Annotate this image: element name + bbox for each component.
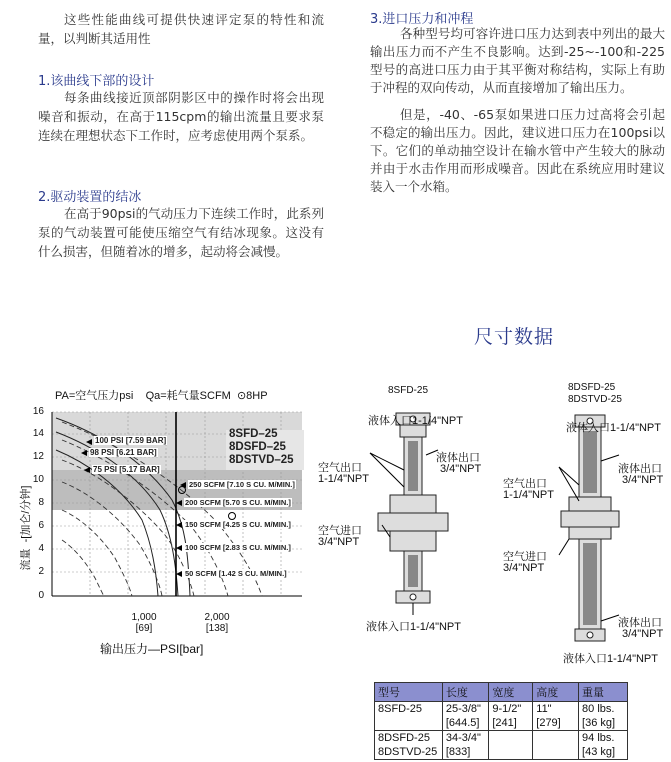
section-2-title: 2.驱动装置的结冰 [38, 190, 142, 205]
cell-width: 9-1/2" [241] [489, 702, 533, 731]
cell-weight: 80 lbs. [36 kg] [579, 702, 628, 731]
pump2-liquid-out2: 液体出口 [618, 617, 662, 629]
pump2-liquid-out2-size: 3/4"NPT [622, 628, 664, 640]
cell-width [489, 731, 533, 760]
chart-model-label: 8DSTVD–25 [229, 454, 294, 466]
pump2-liquid-in-top: 液体入口1-1/4"NPT [566, 422, 661, 434]
table-header: 长度 [442, 683, 489, 702]
intro-paragraph: 这些性能曲线可提供快速评定泵的特性和流量，以判断其适用性 [38, 12, 324, 46]
pump1-air-in-size: 3/4"NPT [318, 536, 360, 548]
scfm-label: 100 SCFM [2.83 S CU. M/MIN.] [185, 543, 291, 552]
chart-model-label: 8DSFD–25 [229, 441, 286, 453]
y-tick: 10 [32, 474, 44, 485]
cell-weight: 94 lbs. [43 kg] [579, 731, 628, 760]
pump2-air-out-size: 1-1/4"NPT [503, 489, 554, 501]
cell-model: 8SFD-25 [375, 702, 443, 731]
scfm-label: 250 SCFM [7.10 S CU. M/MIN.] [189, 480, 295, 489]
pump2-liquid-in-bottom: 液体入口1-1/4"NPT [563, 653, 658, 665]
x-tick: 2,000 [204, 612, 230, 623]
pump1-liquid-in-top: 液体入口1-1/4"NPT [368, 415, 463, 427]
psi-label: 75 PSI [5.17 BAR] [93, 465, 160, 474]
pump1-liquid-out-size: 3/4"NPT [440, 463, 482, 475]
psi-label: 98 PSI [6.21 BAR] [90, 448, 157, 457]
table-header: 型号 [375, 683, 443, 702]
chart-legend: PA=空气压力psi Qa=耗气量SCFM ⊙8HP [55, 390, 268, 402]
pump2-air-in: 空气进口 [503, 551, 547, 563]
table-row [375, 702, 628, 731]
table-header-row [375, 683, 628, 702]
pump2-liquid-out: 液体出口 [618, 463, 662, 475]
cell-model: 8DSFD-25 8DSTVD-25 [375, 731, 443, 760]
chart-ylabel: 流量 -[加仑/分钟] [20, 485, 32, 571]
table-header: 重量 [579, 683, 628, 702]
y-tick: 16 [32, 406, 44, 417]
section-3-body2: 但是，-40、-65泵如果进口压力过高将会引起不稳定的输出压力。因此，建议进口压力在100psi以下。它们的单动抽空设计在输水管中产生较大的脉动并由于水击作用而形成噪音。因此在系统应用时建议装入一个水箱。 [370, 107, 665, 194]
pump2-liquid-out-size: 3/4"NPT [622, 474, 664, 486]
table-row [375, 731, 628, 760]
pump2-air-out: 空气出口 [503, 478, 547, 490]
pump1-name: 8SFD-25 [388, 385, 429, 396]
pump2-name: 8DSTVD-25 [568, 394, 622, 405]
pump2-name: 8DSFD-25 [568, 382, 616, 393]
scfm-label: 200 SCFM [5.70 S CU. M/MIN.] [185, 498, 291, 507]
x-tick-sub: [69] [135, 623, 153, 634]
x-tick-sub: [138] [205, 623, 229, 634]
section-3-body: 各种型号均可容许进口压力达到表中列出的最大输出压力而不产生不良影响。达到-25~-100和-225型号的高进口压力由于其平衡对称结构，实际上有助于冲程的双向传动，从而直接增加了输出压力。 [370, 26, 665, 95]
section-1-title: 1.该曲线下部的设计 [38, 74, 155, 89]
y-tick: 14 [32, 428, 44, 439]
y-tick: 2 [38, 566, 44, 577]
cell-length: 34-3/4" [833] [442, 731, 489, 760]
pump1-drawing [360, 395, 470, 635]
psi-label: 100 PSI [7.59 BAR] [95, 436, 167, 445]
section-1-body: 每条曲线接近顶部阴影区中的操作时将会出现噪音和振动，在高于115cpm的输出流量且要求泵连续在理想状态下工作时，应考虑使用两个泵系。 [38, 90, 324, 143]
section-3-title: 3.进口压力和冲程 [370, 12, 474, 27]
y-tick: 0 [38, 590, 44, 601]
chart-xlabel: 输出压力—PSI[bar] [100, 642, 204, 656]
table-header: 高度 [533, 683, 579, 702]
y-tick: 8 [38, 497, 44, 508]
y-tick: 12 [32, 451, 44, 462]
dimensions-table [374, 682, 628, 760]
scfm-label: 50 SCFM [1.42 S CU. M/MIN.] [185, 569, 287, 578]
pump1-air-out: 空气出口 [318, 462, 362, 474]
cell-height [533, 731, 579, 760]
x-tick: 1,000 [131, 612, 157, 623]
y-tick: 4 [38, 543, 44, 554]
chart-model-label: 8SFD–25 [229, 428, 278, 440]
cell-length: 25-3/8" [644.5] [442, 702, 489, 731]
pump1-liquid-in-bottom: 液体入口1-1/4"NPT [366, 621, 461, 633]
scfm-label: 150 SCFM [4.25 S CU. M/MIN.] [185, 520, 291, 529]
pump1-air-in: 空气进口 [318, 525, 362, 537]
cell-height: 11" [279] [533, 702, 579, 731]
pump2-air-in-size: 3/4"NPT [503, 562, 545, 574]
section-2-body: 在高于90psi的气动压力下连续工作时，此系列泵的气动装置可能使压缩空气有结冰现象。这没有什么损害，但随着冰的增多，起动将会减慢。 [38, 206, 324, 259]
y-tick: 6 [38, 520, 44, 531]
table-header: 宽度 [489, 683, 533, 702]
dimensions-title: 尺寸数据 [474, 326, 555, 348]
pump1-liquid-out: 液体出口 [436, 452, 480, 464]
pump1-air-out-size: 1-1/4"NPT [318, 473, 369, 485]
